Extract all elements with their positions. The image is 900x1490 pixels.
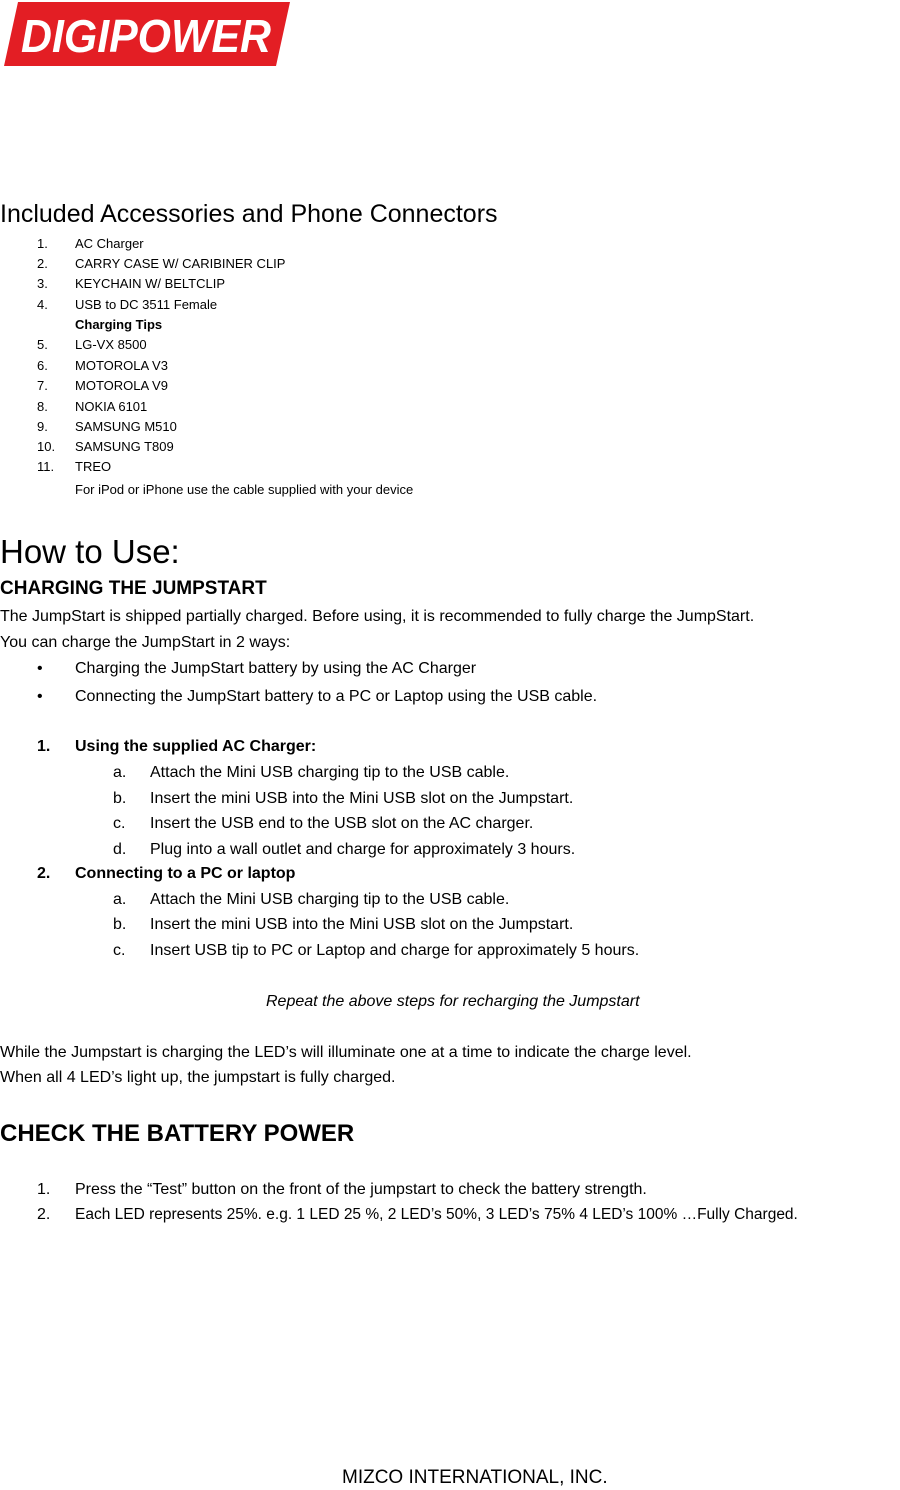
repeat-note: Repeat the above steps for recharging the Jumpstart — [266, 993, 640, 1010]
list-number: 10. — [37, 439, 56, 454]
step-letter: b. — [113, 790, 127, 807]
list-number: 11. — [37, 459, 55, 474]
battery-step: Press the “Test” button on the front of the jumpstart to check the battery strength. — [75, 1181, 647, 1198]
list-number: 1. — [37, 1181, 51, 1198]
method-title: Connecting to a PC or laptop — [75, 865, 296, 882]
list-number: 6. — [37, 358, 48, 373]
step-text: Insert the mini USB into the Mini USB slot on the Jumpstart. — [150, 916, 574, 933]
list-item: MOTOROLA V3 — [75, 358, 168, 373]
step-letter: c. — [113, 942, 126, 959]
step-letter: c. — [113, 815, 126, 832]
step-text: Plug into a wall outlet and charge for approximately 3 hours. — [150, 841, 576, 858]
ipod-note: For iPod or iPhone use the cable supplied with your device — [75, 482, 414, 497]
step-letter: a. — [113, 764, 127, 781]
list-number: 4. — [37, 297, 48, 312]
step-letter: a. — [113, 891, 127, 908]
list-number: 7. — [37, 378, 48, 393]
method-title: Using the supplied AC Charger: — [75, 738, 317, 755]
led-note-2: When all 4 LED’s light up, the jumpstart is fully charged. — [0, 1069, 396, 1086]
step-letter: b. — [113, 916, 127, 933]
step-text: Insert USB tip to PC or Laptop and charge for approximately 5 hours. — [150, 942, 640, 959]
list-number: 3. — [37, 276, 48, 291]
step-text: Attach the Mini USB charging tip to the USB cable. — [150, 891, 510, 908]
battery-heading: CHECK THE BATTERY POWER — [0, 1120, 355, 1147]
method-number: 2. — [37, 865, 51, 882]
footer-company: MIZCO INTERNATIONAL, INC. — [342, 1467, 608, 1488]
accessories-title: Included Accessories and Phone Connectors — [0, 200, 498, 228]
intro-text-1: The JumpStart is shipped partially charged. Before using, it is recommended to fully charge the JumpStart. — [0, 608, 755, 625]
list-number: 1. — [37, 236, 48, 251]
list-item: SAMSUNG M510 — [75, 419, 177, 434]
list-number: 9. — [37, 419, 48, 434]
list-item: SAMSUNG T809 — [75, 439, 174, 454]
bullet-icon: • — [37, 688, 43, 705]
step-text: Insert the mini USB into the Mini USB slot on the Jumpstart. — [150, 790, 574, 807]
list-number: 8. — [37, 399, 48, 414]
list-number: 2. — [37, 1206, 51, 1223]
logo-text: DIGIPOWER — [21, 10, 271, 62]
list-item: NOKIA 6101 — [75, 399, 148, 414]
intro-text-2: You can charge the JumpStart in 2 ways: — [0, 634, 291, 651]
step-text: Attach the Mini USB charging tip to the USB cable. — [150, 764, 510, 781]
step-letter: d. — [113, 841, 127, 858]
list-item: CARRY CASE W/ CARIBINER CLIP — [75, 256, 286, 271]
charging-tips-label: Charging Tips — [75, 317, 163, 332]
bullet-item: Charging the JumpStart battery by using the AC Charger — [75, 660, 477, 677]
charging-heading: CHARGING THE JUMPSTART — [0, 578, 267, 599]
list-item: LG-VX 8500 — [75, 337, 147, 352]
step-text: Insert the USB end to the USB slot on the AC charger. — [150, 815, 534, 832]
method-number: 1. — [37, 738, 51, 755]
list-number: 2. — [37, 256, 48, 271]
list-item: AC Charger — [75, 236, 144, 251]
battery-step: Each LED represents 25%. e.g. 1 LED 25 %, 2 LED’s 50%, 3 LED’s 75% 4 LED’s 100% …Fully Charged. — [75, 1206, 798, 1223]
list-number: 5. — [37, 337, 48, 352]
bullet-item: Connecting the JumpStart battery to a PC or Laptop using the USB cable. — [75, 688, 598, 705]
how-to-use-title: How to Use: — [0, 533, 180, 570]
led-note-1: While the Jumpstart is charging the LED’s will illuminate one at a time to indicate the charge level. — [0, 1044, 692, 1061]
list-item: MOTOROLA V9 — [75, 378, 168, 393]
list-item: KEYCHAIN W/ BELTCLIP — [75, 276, 226, 291]
bullet-icon: • — [37, 660, 43, 677]
digipower-logo — [4, 0, 290, 68]
list-item: TREO — [75, 459, 112, 474]
list-item: USB to DC 3511 Female — [75, 297, 218, 312]
